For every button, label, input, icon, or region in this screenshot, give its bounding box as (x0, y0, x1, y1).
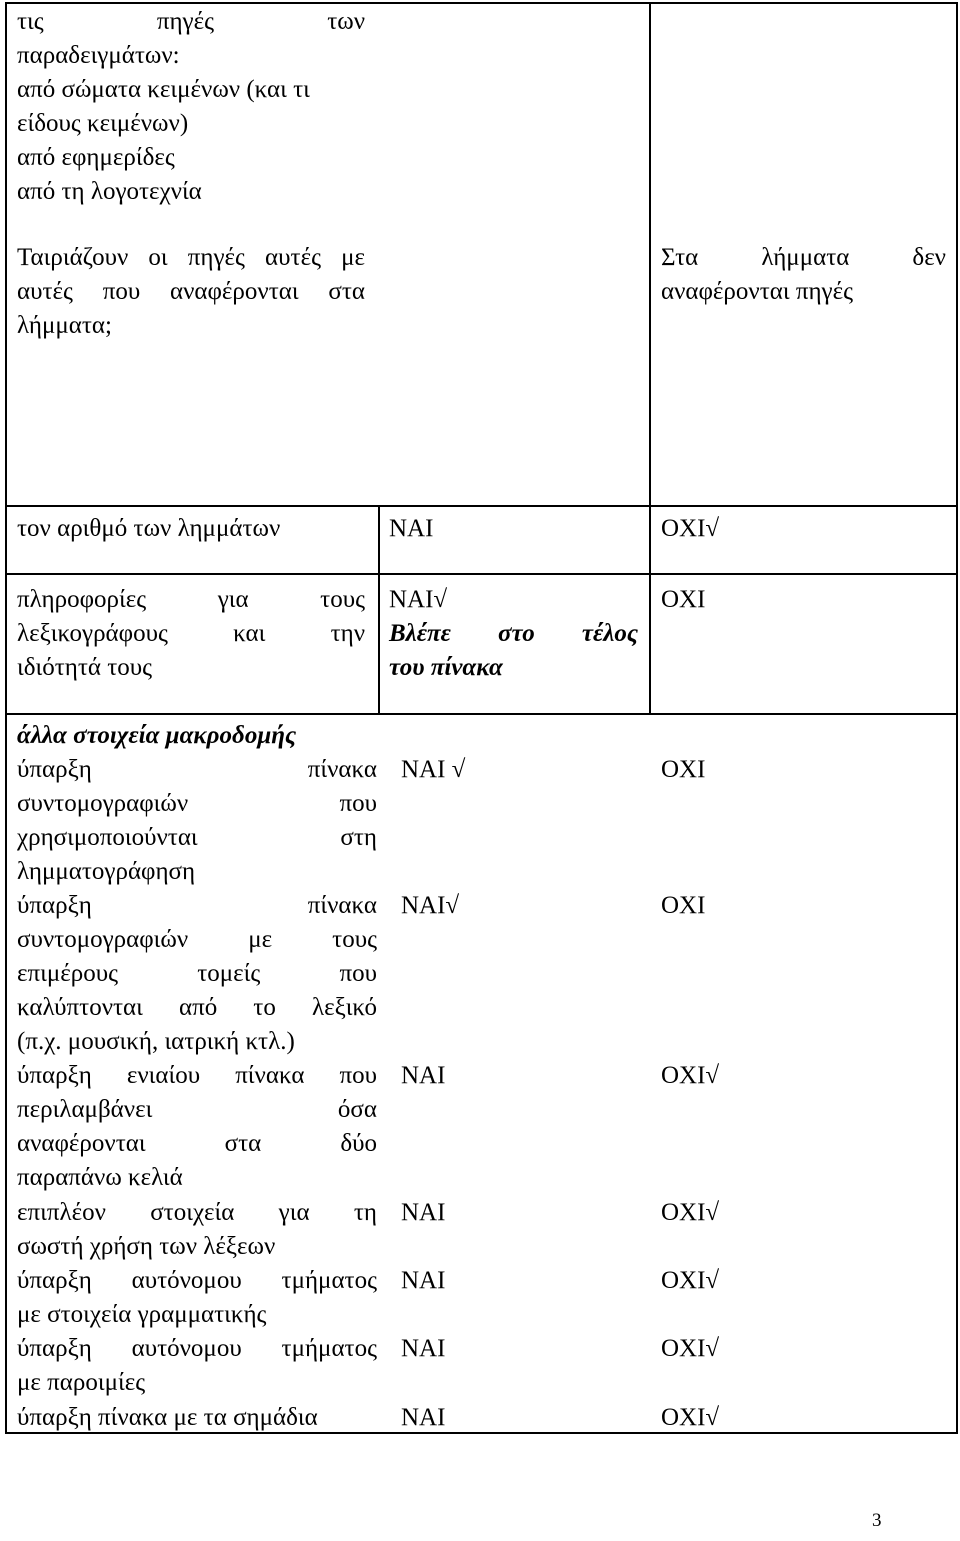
lemma-count-label: τον αριθμό των λημμάτων (17, 515, 281, 542)
lexicographers-note (389, 617, 638, 685)
sources-answer (661, 241, 946, 309)
label-line: αναφέρονται στα δύο (17, 1130, 377, 1157)
proverbs-section-no: ΟΧΙ√ (661, 1335, 720, 1362)
sources-line: από τη λογοτεχνία (17, 178, 202, 205)
sources-cell (17, 5, 365, 209)
abbrev-table-label (17, 753, 377, 889)
proverbs-section-label (17, 1332, 377, 1400)
question-line: λήμματα; (17, 312, 112, 339)
grammar-section-label (17, 1264, 377, 1332)
answer-line: Στα λήμματα δεν (661, 244, 946, 271)
unified-table-yes: ΝΑΙ (401, 1062, 446, 1089)
note-line: του πίνακα (389, 654, 503, 681)
label-line: με παροιμίες (17, 1369, 146, 1396)
lemma-count-no: ΟΧΙ√ (661, 515, 720, 542)
note-line: Βλέπε στο τέλος (389, 620, 638, 647)
symbols-table-yes: ΝΑΙ (401, 1404, 446, 1431)
sources-line: τις πηγές των (17, 8, 365, 35)
sources-line: παραδειγμάτων: (17, 42, 180, 69)
page-number: 3 (872, 1510, 882, 1531)
label-line: ύπαρξη πίνακα (17, 892, 377, 919)
sources-question (17, 241, 365, 343)
lexicographers-label (17, 583, 365, 685)
unified-table-no: ΟΧΙ√ (661, 1062, 720, 1089)
symbols-table-no: ΟΧΙ√ (661, 1404, 720, 1431)
label-line: συντομογραφιών που (17, 790, 377, 817)
label-line: (π.χ. μουσική, ιατρική κτλ.) (17, 1028, 295, 1055)
usage-info-no: ΟΧΙ√ (661, 1199, 720, 1226)
label-line: ύπαρξη ενιαίου πίνακα που (17, 1062, 377, 1089)
label-line: περιλαμβάνει όσα (17, 1096, 377, 1123)
field-abbrev-label (17, 889, 377, 1059)
symbols-table-label: ύπαρξη πίνακα με τα σημάδια (17, 1404, 318, 1431)
abbrev-table-yes: ΝΑΙ √ (401, 756, 466, 783)
label-line: ύπαρξη πίνακα (17, 756, 377, 783)
macrostructure-heading: άλλα στοιχεία μακροδομής (17, 722, 297, 749)
label-line: παραπάνω κελιά (17, 1164, 183, 1191)
lemma-count-yes: ΝΑΙ (389, 515, 434, 542)
label-line: καλύπτονται από το λεξικό (17, 994, 377, 1021)
proverbs-section-yes: ΝΑΙ (401, 1335, 446, 1362)
lexicographers-line: ιδιότητά τους (17, 654, 153, 681)
unified-table-label (17, 1059, 377, 1195)
label-line: επιπλέον στοιχεία για τη (17, 1199, 377, 1226)
lexicographers-line: λεξικογράφους και την (17, 620, 365, 647)
field-abbrev-no: ΟΧΙ (661, 892, 706, 919)
field-abbrev-yes: ΝΑΙ√ (401, 892, 460, 919)
lexicographers-line: πληροφορίες για τους (17, 586, 365, 613)
question-line: Ταιριάζουν οι πηγές αυτές με (17, 244, 365, 271)
label-line: επιμέρους τομείς που (17, 960, 377, 987)
label-line: ύπαρξη αυτόνομου τμήματος (17, 1267, 377, 1294)
lexicographers-yes: ΝΑΙ√ (389, 586, 448, 613)
sources-line: από σώματα κειμένων (και τι (17, 76, 310, 103)
sources-line: είδους κειμένων) (17, 110, 189, 137)
sources-line: από εφημερίδες (17, 144, 175, 171)
label-line: ύπαρξη αυτόνομου τμήματος (17, 1335, 377, 1362)
usage-info-label (17, 1196, 377, 1264)
question-line: αυτές που αναφέρονται στα (17, 278, 365, 305)
grammar-section-yes: ΝΑΙ (401, 1267, 446, 1294)
label-line: με στοιχεία γραμματικής (17, 1301, 267, 1328)
label-line: χρησιμοποιούνται στη (17, 824, 377, 851)
abbrev-table-no: ΟΧΙ (661, 756, 706, 783)
label-line: συντομογραφιών με τους (17, 926, 377, 953)
grammar-section-no: ΟΧΙ√ (661, 1267, 720, 1294)
label-line: σωστή χρήση των λέξεων (17, 1233, 276, 1260)
lexicographers-no: ΟΧΙ (661, 586, 706, 613)
label-line: λημματογράφηση (17, 858, 196, 885)
answer-line: αναφέρονται πηγές (661, 278, 853, 305)
usage-info-yes: ΝΑΙ (401, 1199, 446, 1226)
